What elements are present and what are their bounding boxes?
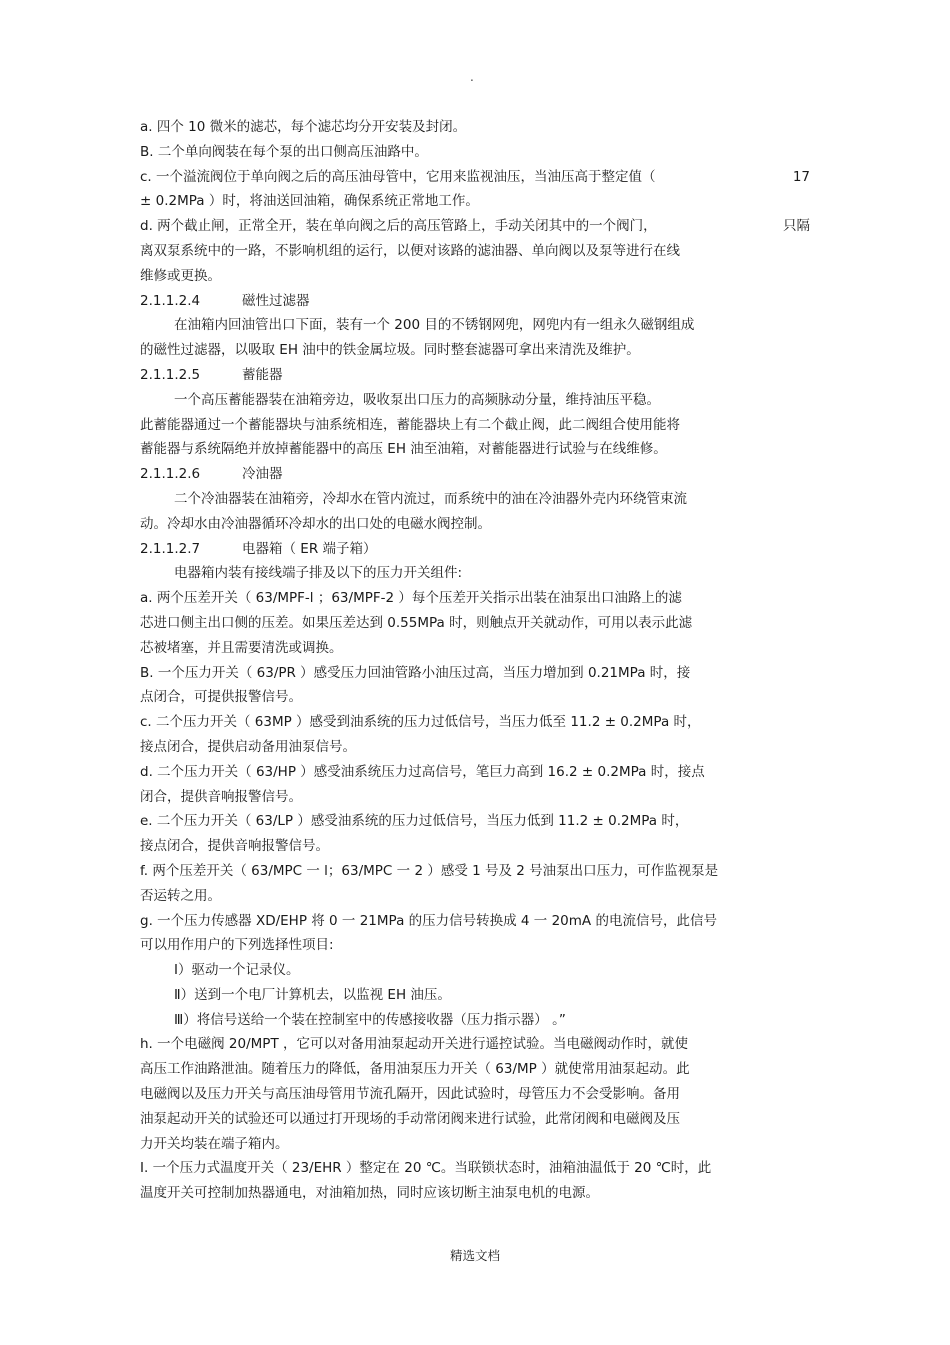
line-text: 的磁性过滤器，以吸取 EH 油中的铁金属垃圾。同时整套滤器可拿出来清洗及维护。	[140, 342, 640, 359]
text-line	[140, 189, 810, 214]
section-title: 蓄能器	[242, 366, 283, 383]
text-line	[140, 884, 810, 909]
line-text: 高压工作油路泄油。随着压力的降低，备用油泵压力开关（ 63/MP ）就使常用油泵起动。此	[140, 1061, 690, 1078]
line-text: I. 一个压力式温度开关（ 23/EHR ）整定在 20 ℃。当联锁状态时，油箱油温低于 20 ℃时，此	[140, 1160, 712, 1177]
line-text: d. 两个截止闸，正常全开，装在单向阀之后的高压管路上，手动关闭其中的一个阀门，	[140, 218, 657, 235]
text-line	[140, 958, 810, 983]
section-number: 2.1.1.2.4	[140, 292, 201, 309]
text-line	[140, 685, 810, 710]
text-line	[140, 1082, 810, 1107]
line-text: 否运转之用。	[140, 887, 221, 904]
line-text: 接点闭合，提供启动备用油泵信号。	[140, 738, 356, 755]
section-heading	[140, 537, 810, 562]
text-line	[140, 338, 810, 363]
section-number: 2.1.1.2.7	[140, 540, 201, 557]
section-title: 磁性过滤器	[242, 292, 310, 309]
line-text: 电器箱内装有接线端子排及以下的压力开关组件:	[174, 565, 463, 582]
text-line	[140, 1156, 810, 1181]
line-text: B. 二个单向阀装在每个泵的出口侧高压油路中。	[140, 143, 428, 160]
line-text: a. 两个压差开关（ 63/MPF-l ；63/MPF-2 ）每个压差开关指示出装在油泵出口油路上的滤	[140, 590, 682, 607]
line-text: 温度开关可控制加热器通电，对油箱加热，同时应该切断主油泵电机的电源。	[140, 1185, 599, 1202]
section-heading	[140, 289, 810, 314]
line-text: 在油箱内回油管出口下面，装有一个 200 目的不锈钢网兜，网兜内有一组永久磁钢组成	[174, 317, 695, 334]
text-line	[140, 388, 810, 413]
line-text: 可以用作用户的下列选择性项目:	[140, 937, 334, 954]
text-line	[140, 710, 810, 735]
line-text: f. 两个压差开关（ 63/MPC 一 l；63/MPC 一 2 ）感受 1 号及 2 号油泵出口压力，可作监视泵是	[140, 862, 719, 879]
line-text: 接点闭合，提供音响报警信号。	[140, 838, 329, 855]
line-text: Ⅲ）将信号送给一个装在控制室中的传感接收器（压力指示器） 。”	[174, 1011, 566, 1028]
text-line	[140, 1008, 810, 1033]
line-text: B. 一个压力开关（ 63/PR ）感受压力回油管路小油压过高，当压力增加到 0.21MPa 时，接	[140, 664, 691, 681]
line-text: 力开关均装在端子箱内。	[140, 1135, 289, 1152]
text-line	[140, 785, 810, 810]
text-line	[140, 586, 810, 611]
text-line	[140, 636, 810, 661]
text-line	[140, 214, 810, 239]
text-line	[140, 264, 810, 289]
text-line	[140, 611, 810, 636]
text-line	[140, 313, 810, 338]
line-text: c. 一个溢流阀位于单向阀之后的高压油母管中，它用来监视油压，当油压高于整定值（	[140, 168, 656, 185]
text-line	[140, 1181, 810, 1206]
section-title: 电器箱（ ER 端子箱）	[242, 540, 377, 557]
text-line	[140, 1107, 810, 1132]
header-mark: .	[470, 70, 474, 84]
text-line	[140, 561, 810, 586]
line-text: 油泵起动开关的试验还可以通过打开现场的手动常闭阀来进行试验，此常闭阀和电磁阀及压	[140, 1110, 680, 1127]
text-line	[140, 661, 810, 686]
section-number: 2.1.1.2.6	[140, 466, 201, 483]
line-text: c. 二个压力开关（ 63MP ）感受到油系统的压力过低信号，当压力低至 11.2 ± 0.2MPa 时，	[140, 714, 701, 731]
line-text-right: 只隔	[783, 218, 810, 235]
text-line	[140, 1032, 810, 1057]
line-text: 芯被堵塞，并且需要清洗或调换。	[140, 639, 343, 656]
line-text: 此蓄能器通过一个蓄能器块与油系统相连，蓄能器块上有二个截止阀，此二阀组合使用能将	[140, 416, 680, 433]
document-body	[140, 115, 810, 1206]
line-text: I）驱动一个记录仪。	[174, 962, 300, 979]
line-text: 闭合，提供音响报警信号。	[140, 788, 302, 805]
line-text: h. 一个电磁阀 20/MPT ，它可以对备用油泵起动开关进行遥控试验。当电磁阀动作时，就使	[140, 1036, 688, 1053]
text-line	[140, 115, 810, 140]
line-text: 离双泵系统中的一路，不影响机组的运行，以便对该路的滤油器、单向阀以及泵等进行在线	[140, 242, 680, 259]
line-text-right: 17	[792, 168, 810, 185]
line-text: 芯进口侧主出口侧的压差。如果压差达到 0.55MPa 时，则触点开关就动作，可用以表示此滤	[140, 614, 693, 631]
text-line	[140, 239, 810, 264]
line-text: a. 四个 10 微米的滤芯，每个滤芯均分开安装及封闭。	[140, 119, 467, 135]
text-line	[140, 983, 810, 1008]
page-footer: 精选文档	[449, 1248, 500, 1263]
line-text: Ⅱ）送到一个电厂计算机去，以监视 EH 油压。	[174, 986, 451, 1003]
text-line	[140, 809, 810, 834]
section-heading	[140, 363, 810, 388]
line-text: 点闭合，可提供报警信号。	[140, 689, 302, 706]
section-heading	[140, 462, 810, 487]
line-text: d. 二个压力开关（ 63/HP ）感受油系统压力过高信号，笔巨力高到 16.2 ± 0.2MPa 时，接点	[140, 763, 705, 780]
line-text: ± 0.2MPa ）时，将油送回油箱，确保系统正常地工作。	[140, 193, 479, 210]
text-line	[140, 1132, 810, 1157]
text-line	[140, 834, 810, 859]
text-line	[140, 933, 810, 958]
line-text: 维修或更换。	[140, 267, 221, 284]
text-line	[140, 165, 810, 190]
line-text: 一个高压蓄能器装在油箱旁边，吸收泵出口压力的高频脉动分量，维持油压平稳。	[174, 391, 660, 408]
section-number: 2.1.1.2.5	[140, 366, 201, 383]
text-line	[140, 140, 810, 165]
text-line	[140, 487, 810, 512]
text-line	[140, 512, 810, 537]
text-line	[140, 437, 810, 462]
line-text: 动。冷却水由冷油器循环冷却水的出口处的电磁水阀控制。	[140, 515, 491, 532]
text-line	[140, 413, 810, 438]
line-text: e. 二个压力开关（ 63/LP ）感受油系统的压力过低信号，当压力低到 11.2 ± 0.2MPa 时，	[140, 813, 689, 830]
line-text: 电磁阀以及压力开关与高压油母管用节流孔隔开，因此试验时，母管压力不会受影响。备用	[140, 1086, 680, 1103]
text-line	[140, 760, 810, 785]
line-text: 蓄能器与系统隔绝并放掉蓄能器中的高压 EH 油至油箱，对蓄能器进行试验与在线维修。	[140, 441, 667, 458]
text-line	[140, 1057, 810, 1082]
section-title: 冷油器	[242, 466, 283, 483]
text-line	[140, 909, 810, 934]
text-line	[140, 735, 810, 760]
line-text: g. 一个压力传感器 XD/EHP 将 0 一 21MPa 的压力信号转换成 4 一 20mA 的电流信号，此信号	[140, 912, 717, 929]
text-line	[140, 859, 810, 884]
line-text: 二个冷油器装在油箱旁，冷却水在管内流过，而系统中的油在冷油器外壳内环绕管束流	[174, 490, 687, 507]
